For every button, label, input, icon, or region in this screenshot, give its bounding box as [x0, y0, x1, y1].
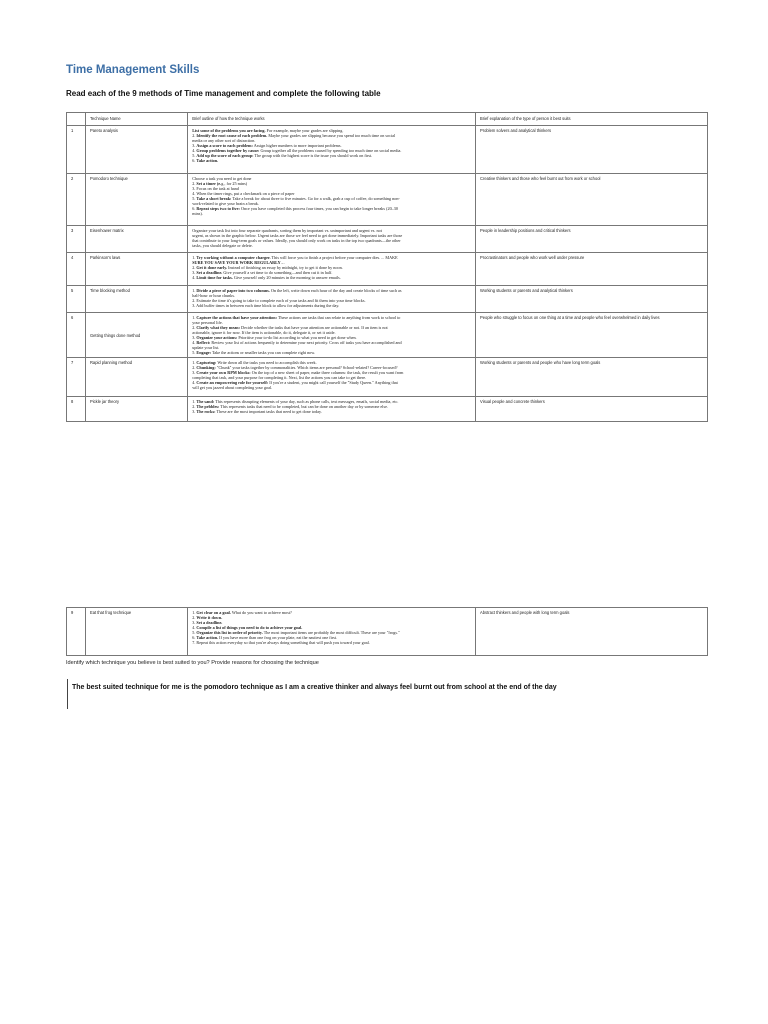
description-line: update your list.: [192, 345, 220, 351]
page-title: Time Management Skills: [66, 64, 200, 76]
description-line: 2. Estimate the time it's going to take to complete each of your tasks and fit them into your time blocks.: [192, 298, 366, 304]
description-line: 2. Identify the root cause of each problem. Maybe your grades are slipping because you spend too much time on social: [192, 133, 396, 139]
description-line: 5. Engage: Take the actions or smaller tasks you can complete right now.: [192, 350, 316, 356]
best-suits: People who struggle to focus on one thing at a time and people who feel overwhelmed in daily lives: [476, 313, 708, 358]
description-line: completing that task, and your purpose for completing it. Next, list the actions you can take to get there.: [192, 375, 367, 381]
description-line: 5. Organize this list in order of priority. The most important items are probably the most difficult. These are your "frogs.": [192, 630, 400, 636]
technique-description: [188, 126, 476, 174]
instructions: Read each of the 9 methods of Time management and complete the following table: [66, 89, 381, 98]
answer-box: [67, 679, 706, 709]
description-line: 1. Capture the actions that have your attention: These actions are tasks that can relate to anything from work to school to: [192, 315, 401, 320]
description-line: 2. Set a timer (e.g., for 25 mins): [192, 181, 248, 187]
technique-description: [188, 397, 476, 422]
table-row: [67, 313, 708, 358]
description-line: 2. Write it down.: [192, 615, 223, 621]
technique-name: Pomodoro technique: [85, 174, 187, 226]
row-number: 8: [67, 397, 86, 422]
technique-description: [188, 226, 476, 253]
best-suits: People in leadership positions and critical thinkers: [476, 226, 708, 253]
table-header-row: [67, 113, 708, 126]
description-line: 2. Clarify what they mean: Decide whether the tasks that have your attention are actionable or not. If an item is not: [192, 325, 388, 331]
technique-description: [188, 253, 476, 286]
description-line: 4. Reflect: Review your list of actions frequently to determine your next priority. Cross off tasks you have accomplished and: [192, 340, 402, 346]
best-suits: Creative thinkers and those who feel burnt out from work or school: [476, 174, 708, 226]
description-line: 4. Compile a list of things you need to do to achieve your goal.: [192, 625, 303, 631]
row-number: 9: [67, 608, 86, 656]
description-line: media or any other sort of distraction.: [192, 138, 256, 144]
answer-text: The best suited technique for me is the pomodoro technique as I am a creative thinker and always feel burnt out from school at the end of the day: [72, 684, 557, 691]
description-line: 5. Take a short break: Take a break for about three to five minutes. Go for a walk, grab a cup of coffee, do something non-: [192, 196, 400, 202]
reflection-question: Identify which technique you believe is best suited to you? Provide reasons for choosing the technique: [66, 660, 319, 666]
table-row: [67, 397, 708, 422]
best-suits: Problem solvers and analytical thinkers: [476, 126, 708, 174]
description-line: 1. Try working without a computer charger. This will force you to finish a project before your computer dies. ... MAKE: [192, 255, 398, 260]
row-number: 1: [67, 126, 86, 174]
technique-description: [188, 174, 476, 226]
description-line: 3. Create your own RPM blocks: On the top of a new sheet of paper, make three columns: the task, the result you want from: [192, 370, 404, 376]
description-line: 3. Set a deadline. Give yourself a set time to do something—and then cut it in half.: [192, 270, 333, 276]
row-number: 4: [67, 253, 86, 286]
table-row: [67, 608, 708, 656]
header-cell: [67, 113, 86, 126]
technique-name: Parkinson's laws: [85, 253, 187, 286]
header-cell: Brief explanation of the type of person it best suits: [476, 113, 708, 126]
technique-description: [188, 313, 476, 358]
row-number: 7: [67, 358, 86, 397]
technique-description: [188, 286, 476, 313]
description-line: 2. Get it done early. Instead of finishing an essay by midnight, try to get it done by noon.: [192, 265, 343, 271]
description-line: 1. The sand: This represents disrupting elements of your day, such as phone calls, text messages, emails, social media, etc.: [192, 399, 399, 405]
description-line: 6. Take action.: [192, 158, 219, 164]
description-line: Choose a task you need to get done: [192, 176, 252, 181]
row-number: 5: [67, 286, 86, 313]
description-line: half-hour or hour chunks.: [192, 293, 236, 299]
description-line: 1. Get clear on a goal. What do you want to achieve most?: [192, 610, 292, 615]
description-line: 3. Assign a score to each problem: Assign higher numbers to more important problems.: [192, 143, 342, 149]
technique-description: [188, 358, 476, 397]
technique-name: Time blocking method: [85, 286, 187, 313]
description-line: 4. Limit time for tasks. Give yourself only 20 minutes in the morning to answer emails.: [192, 275, 341, 281]
techniques-table: [66, 112, 708, 422]
description-line: 6. Take action. If you have more than one frog on your plate, eat the nastiest one first.: [192, 635, 338, 641]
technique-description: [188, 608, 476, 656]
table-row: [67, 174, 708, 226]
description-line: urgent, as shown in the graphic below. Urgent tasks are those we feel need to get done immediately. Important tasks are those: [192, 233, 403, 239]
description-line: 3. The rocks: These are the most important tasks that need to get done today.: [192, 409, 322, 415]
description-line: 6. Repeat steps two to five: Once you have completed this process four times, you can begin to take longer breaks (20–30: [192, 206, 398, 212]
description-line: your personal life.: [192, 320, 223, 326]
description-line: 4. When the timer rings, put a checkmark on a piece of paper: [192, 191, 295, 197]
best-suits: Abstract thinkers and people with long term goals: [476, 608, 708, 656]
row-number: 6: [67, 313, 86, 358]
description-line: that contribute to your long-term goals or values. Ideally, you should only work on tasks in the top two quadrants—the other: [192, 238, 401, 244]
technique-name: Pareto analysis: [85, 126, 187, 174]
description-line: 2. The pebbles: This represents tasks that need to be completed, but can be done on another day or by someone else.: [192, 404, 388, 410]
best-suits: Procrastinators and people who work well under pressure: [476, 253, 708, 286]
description-line: 1. Divide a piece of paper into two columns. On the left, write down each hour of the day and create blocks of time such as: [192, 288, 402, 293]
table-row: [67, 126, 708, 174]
description-line: 4. Group problems together by cause: Group together all the problems caused by spending too much time on social media.: [192, 148, 402, 154]
table-row: [67, 286, 708, 313]
description-line: 3. Set a deadline.: [192, 620, 223, 626]
description-line: work-related to give your brain a break.: [192, 201, 259, 207]
row-number: 2: [67, 174, 86, 226]
technique-name: Eat that frog technique: [85, 608, 187, 656]
description-line: 5. Add up the score of each group: The group with the highest score is the issue you should work on first.: [192, 153, 373, 159]
description-line: Organize your task list into four separate quadrants, sorting them by important vs. unimportant and urgent vs. not: [192, 228, 382, 233]
best-suits: Working students or parents and people who have long term goals: [476, 358, 708, 397]
description-line: actionable, ignore it for now. If the item is actionable, do it, delegate it, or set it aside.: [192, 330, 336, 336]
description-line: SURE YOU SAVE YOUR WORK REGULARLY ...: [192, 260, 285, 266]
table-row: [67, 253, 708, 286]
header-cell: Brief outline of how the technique works: [188, 113, 476, 126]
best-suits: Working students or parents and analytical thinkers: [476, 286, 708, 313]
description-line: mins).: [192, 211, 203, 217]
description-line: 3. Focus on the task at hand: [192, 186, 239, 192]
description-line: 1. Capturing: Write down all the tasks you need to accomplish this week.: [192, 360, 317, 366]
best-suits: Visual people and concrete thinkers: [476, 397, 708, 422]
description-line: List some of the problems you are facing. For example, maybe your grades are slipping.: [192, 128, 344, 133]
technique-name: Eisenhower matrix: [85, 226, 187, 253]
row-number: 3: [67, 226, 86, 253]
description-line: 7. Repeat this action everyday so that you're always doing something that will push you toward your goal.: [192, 640, 370, 646]
description-line: will get you jazzed about completing your goal.: [192, 385, 273, 391]
description-line: 4. Create an empowering role for yourself: If you're a student, you might call yourself the "Study Queen." Anything that: [192, 380, 398, 386]
header-cell: Technique Name: [85, 113, 187, 126]
description-line: tasks, you should delegate or delete.: [192, 243, 253, 249]
description-line: 2. Chunking: "Chunk" your tasks together by commonalities. Which items are personal? School-related? Career-focused?: [192, 365, 398, 371]
technique-name: Getting things done method: [85, 313, 187, 358]
table-row: [67, 358, 708, 397]
technique-name: Rapid planning method: [85, 358, 187, 397]
description-line: 3. Organize your actions: Prioritise your to-do list according to what you need to get done when.: [192, 335, 357, 341]
description-line: 3. Add buffer times in between each time block to allow for adjustments during the day.: [192, 303, 340, 309]
table-row: [67, 226, 708, 253]
frog-table: [66, 607, 708, 656]
technique-name: Pickle jar theory: [85, 397, 187, 422]
